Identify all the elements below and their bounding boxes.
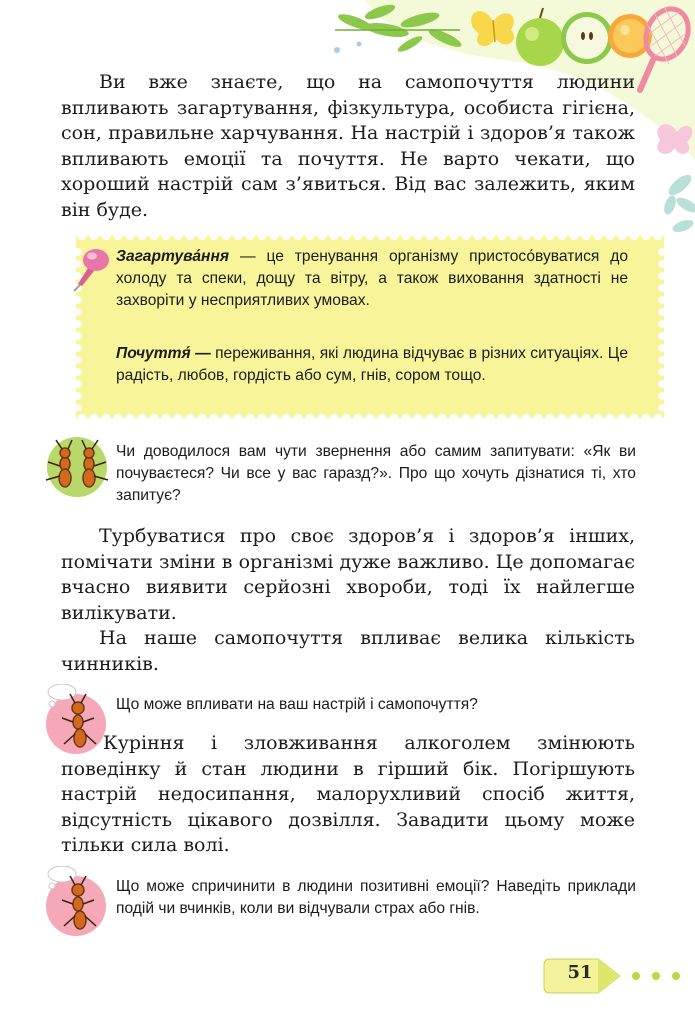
- page-number-tab: [540, 955, 695, 997]
- dot-icon: [652, 972, 660, 980]
- ants-question-icon: [40, 434, 114, 500]
- intro-paragraph: Ви вже знаєте, що на самопочуття людини впливають загартування, фізкультура, особиста гігієна, сон, правильне харчування. На настрій і здоров’я також впливають емоції та почуття. Не варто чекати, що хороший настрій сам з’явиться. Від вас залежить, яким він буде.: [61, 71, 635, 221]
- definition-term: Почуття́: [116, 345, 191, 362]
- definition-feelings: Почуття́ — переживання, які людина відчуває в різних ситуаціях. Це радість, любов, гордість або сум, гнів, сором тощо.: [116, 345, 628, 384]
- factors-paragraph: На наше самопочуття впливає велика кількість чинників.: [61, 627, 635, 675]
- health-paragraph: Турбуватися про своє здоров’я і здоров’я інших, помічати зміни в організмі дуже важливо. Це допомагає вчасно виявити серйозні хвороби, тоді їх найлегше вилікувати.: [61, 525, 635, 624]
- page-number: 51: [567, 962, 593, 983]
- leaf-cluster-icon: [662, 171, 695, 234]
- question-mood: Що може впливати на ваш настрій і самопочуття?: [116, 696, 478, 713]
- dot-icon: [672, 972, 680, 980]
- smoking-paragraph: Куріння і зловживання алкоголем змінюють поведінку й стан людини в гірший бік. Погіршують настрій недосипання, малорухливий спосіб життя, відсутність цікавого дозвілля. Завадити цьому може тільки сила волі.: [61, 732, 635, 857]
- apple-slice-icon: [561, 12, 613, 64]
- definition-text: переживання, які людина відчуває в різних ситуаціях. Це радість, любов, гордість або сум, гнів, сором тощо.: [116, 345, 628, 384]
- dot-icon: [632, 972, 640, 980]
- pushpin-icon: [70, 244, 116, 292]
- thinking-ant-icon: [40, 866, 112, 938]
- definition-term: Загартува́ння: [116, 248, 230, 265]
- question-ants: Чи доводилося вам чути звернення або самим запитувати: «Як ви почуваєтеся? Чи все у вас гаразд?». Про що хочуть дізнатися ті, хто запитує?: [116, 443, 636, 504]
- question-emotions: Що може спричинити в людини позитивні емоції? Наведіть приклади подій чи вчинків, коли ви відчували страх або гнів.: [116, 878, 636, 917]
- pink-butterfly-icon: [657, 124, 692, 154]
- definition-text: це тренування організму пристосо́вуватися до холоду та спеки, дощу та вітру, а також виховання здатності не захворіти у несприятливих умовах.: [116, 248, 628, 309]
- definition-tempering: Загартува́ння — це тренування організму пристосо́вуватися до холоду та спеки, дощу та вітру, а також виховання здатності не захворіти у несприятливих умовах.: [116, 248, 628, 309]
